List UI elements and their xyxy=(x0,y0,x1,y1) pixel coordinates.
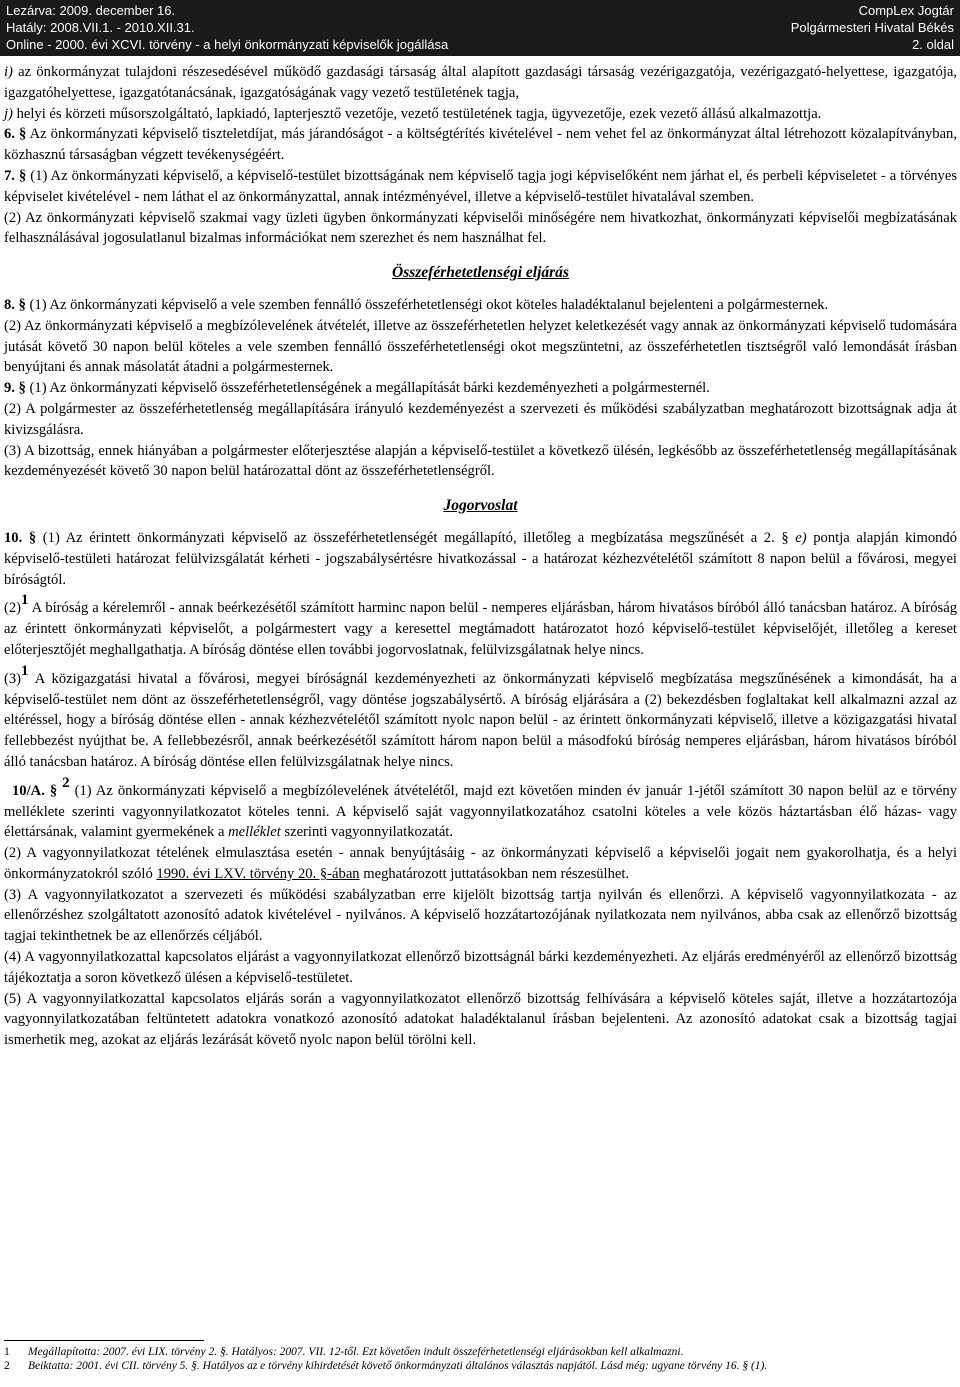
section-8-2: (2) Az önkormányzati képviselő a megbízólevelének átvételét, illetve az összeférhetetlen helyzet keletkezését vagy annak az önkormányzati képviselő tudomására jutását követő 30 napon belül köteles a vele szemben fennálló összeférhetetlenségi okot megszüntetni, az összeférhetetlen tisztségről való lemondását írásban benyújtani és annak másolatát átadni a polgármesternek. xyxy=(4,317,957,376)
item-label: j) xyxy=(4,105,13,122)
office-name: Polgármesteri Hivatal Békés xyxy=(790,20,954,35)
paragraph-text: (1) Az érintett önkormányzati képviselő az összeférhetetlenségét megállapító, illetőleg a megbízatása megszűnését a 2. § xyxy=(36,529,789,546)
item-label: i) xyxy=(4,64,13,80)
validity-period: Hatály: 2008.VII.1. - 2010.XII.31. xyxy=(6,20,195,35)
paragraph-text: az önkormányzat tulajdoni részesedésével működő gazdasági társaság által alapított gazdasági társaság vezérigazgatója, vezérigazgató-helyettese, igazgatója, igazgatóhelyettese, igazgatótanácsának, igazgatóságának vagy vezető testületének tagja, xyxy=(4,64,957,101)
paragraph-text: Az önkormányzati képviselő tiszteletdíjat, más járandóságot - a költségtérítés kivételével - nem vehet fel az önkormányzat által létrehozott közalapítványban, közhasznú társaságban végzett tevékenységéért. xyxy=(4,126,957,164)
footnote-number: 1 xyxy=(4,1346,10,1358)
law-link[interactable]: 1990. évi LXV. törvény 20. xyxy=(156,865,317,882)
footnote-text: Megállapította: 2007. évi LIX. törvény 2. §. Hatályos: 2007. VII. 12-től. Ezt követően indult összeférhetetlenségi eljárásokban kell alkalmazni. xyxy=(28,1346,684,1358)
section-8-1 xyxy=(4,295,957,316)
section-10a-3: (3) A vagyonnyilatkozatot a szervezeti és működési szabályzatban erre kijelölt bizottság tartja nyilván és ellenőrzi. A képviselő vagyonnyilatkozata - az ellenőrzéshez szolgáltatott azonosító adatok kivételével - nyilvános. A képviselő hozzátartozójának nyilatkozata nem nyilvános, abba csak az ellenőrző bizottság tagjai tekinthetnek be az ellenőrzés céljából. xyxy=(4,886,957,945)
paragraph-text: (2) A vagyonnyilatkozat tételének elmulasztása esetén - annak benyújtásáig - az önkormányzati képviselő a képviselői jogait nem gyakorolhatja, és a helyi önkormányzatokról szóló xyxy=(4,845,957,882)
section-number: 8. § xyxy=(4,296,26,313)
paragraph-text: meghatározott juttatásokban nem részesülhet. xyxy=(359,865,630,882)
footnote-ref[interactable]: 2 xyxy=(62,774,70,791)
point-reference: e) xyxy=(788,529,807,546)
paragraph-text: (1) Az önkormányzati képviselő, a képviselő-testület bizottságának nem képviselő tagja jogi képviselőként nem járhat el, és perbeli képviseletet - a törvényes képviselet kivételével - nem láthat el az önkormányzattal, annak intézményével, illetve a képviselő-testület hivatalával szemben. xyxy=(4,167,958,205)
section-10-2 xyxy=(4,592,957,660)
paragraph-j xyxy=(4,104,957,125)
footnote-number: 2 xyxy=(4,1360,10,1372)
footnote xyxy=(4,1345,957,1359)
paragraph-text: (1) Az önkormányzati képviselő a vele szemben fennálló összeférhetetlenségi okot köteles haladéktalanul bejelenteni a polgármesternek. xyxy=(25,296,829,313)
paragraph-text: A bíróság a kérelemről - annak beérkezésétől számított harminc napon belül - nemperes eljárásban, három hivatásos bíróból álló tanácsban határoz. A bíróság az érintett önkormányzati képviselőt, a polgármestert vagy a keresettel megtámadott határozatot hozó képviselő-testület képviselőjét, illetőleg a kereset előterjesztőjét meghallgathatja. A bíróság döntése ellen további jogorvoslatnak, felülvizsgálatnak helye nincs. xyxy=(4,600,957,658)
section-title: Összeférhetetlenségi eljárás xyxy=(392,264,569,282)
section-9-2: (2) A polgármester az összeférhetetlenség megállapítására irányuló kezdeményezést a szervezeti és működési szabályzatban meghatározott bizottságnak adja át kivizsgálásra. xyxy=(4,400,957,438)
paragraph-text: pontja alapján kimondó képviselő-testületi határozat felülvizsgálatát kérheti - jogszabálysértésre hivatkozással - a határozat kézhezvételétől számított 8 napon belül a fővárosi, megyei bíróságtól. xyxy=(4,529,958,588)
publisher-name: CompLex Jogtár xyxy=(858,3,954,18)
footnote-divider xyxy=(4,1340,204,1341)
footnote xyxy=(4,1359,957,1373)
footnote-ref[interactable]: 1 xyxy=(21,592,29,609)
section-number: 10. § xyxy=(4,529,37,546)
header-left xyxy=(6,2,448,53)
section-number: 10/A. § xyxy=(12,782,58,799)
paragraph-text: szerinti vagyonnyilatkozatát. xyxy=(280,824,453,841)
footnote-text: Beiktatta: 2001. évi CII. törvény 5. §. Hatályos az e törvény kihirdetését követő önkormányzati általános választás napjától. Lásd még: ugyane törvény 16. § (1). xyxy=(28,1360,768,1372)
section-link[interactable]: §-ában xyxy=(316,865,360,882)
section-title: Jogorvoslat xyxy=(443,497,518,515)
footnote-ref[interactable]: 1 xyxy=(21,662,29,679)
section-number: 6. § xyxy=(4,126,27,143)
law-title: Online - 2000. évi XCVI. törvény - a helyi önkormányzati képviselők jogállása xyxy=(6,37,449,52)
footnotes xyxy=(4,1340,957,1373)
section-7-1 xyxy=(4,166,957,208)
subsection-number: (3) xyxy=(4,670,22,687)
section-10-3 xyxy=(4,662,957,773)
section-7-2: (2) Az önkormányzati képviselő szakmai vagy üzleti ügyben önkormányzati képviselői minőségére nem hivatkozhat, önkormányzati képviselői megbízatásának felhasználásával jogosulatlanul bizalmas információkat nem szerezhet és nem használhat fel. xyxy=(4,209,957,247)
section-10-1 xyxy=(4,528,957,590)
section-number: 9. § xyxy=(4,380,26,397)
annex-reference: melléklet xyxy=(224,824,281,841)
section-6 xyxy=(4,124,957,166)
header-right xyxy=(791,2,954,53)
section-10a-5: (5) A vagyonnyilatkozattal kapcsolatos eljárás során a vagyonnyilatkozatot ellenőrző bizottság felhívására a képviselő köteles saját, illetve a hozzátartozója vagyonnyilatkozatában feltüntetett adatokra vonatkozó azonosító adatokat haladéktalanul írásban bejelenteni. Az azonosító adatokat csak a bizottság tagjai ismerhetik meg, azokat az eljárás lezárását követő nyolc napon belül törölni kell. xyxy=(4,990,957,1049)
paragraph-text: (1) Az önkormányzati képviselő összeférhetetlenségének a megállapítását bárki kezdeményezheti a polgármesternél. xyxy=(25,380,710,397)
paragraph-text: helyi és körzeti műsorszolgáltató, lapkiadó, lapterjesztő vezetője, vezető testületének tagja, ügyvezetője, ezek vezető állású alkalmazottja. xyxy=(12,105,822,122)
paragraph-text: (1) Az önkormányzati képviselő a megbízólevelének átvételétől, majd ezt követően minden év január 1-jétől számított 30 napon belül az e törvény melléklete szerinti vagyonnyilatkozatot köteles tenni. A képviselő saját vagyonnyilatkozatához csatolni köteles a vele közös háztartásban élő házas- vagy élettársának, valamint gyermekének a xyxy=(4,782,958,841)
paragraph-text: A közigazgatási hivatal a fővárosi, megyei bíróságnál kezdeményezheti az önkormányzati képviselő megbízatása megszűnésének a kimondását, ha a képviselő-testület nem dönt az összeférhetetlenségről, vagy döntése jogszabálysértő. A bíróság eljárására a (2) bekezdésben foglaltakat kell alkalmazni azzal az eltéréssel, hogy a bíróság döntése ellen - annak kézhezvételétől számított nyolc napon belül - az érintett önkormányzati képviselő, illetve a közigazgatási hivatal fellebbezést nyújthat be. A fellebbezésről, annak beérkezésétől számított három napon belül a másodfokú bíróság nemperes eljárásban, három hivatásos bíróból álló tanácsban határoz. A bíróság döntése ellen felülvizsgálatnak helye nincs. xyxy=(4,670,957,770)
page-number: 2. oldal xyxy=(912,37,954,52)
document-body xyxy=(4,62,957,1051)
page-header xyxy=(0,0,960,56)
section-number: 7. § xyxy=(4,167,27,184)
paragraph-i xyxy=(4,62,957,104)
subsection-number: (2) xyxy=(4,600,22,617)
section-10a-2 xyxy=(4,843,957,885)
section-9-1 xyxy=(4,378,957,399)
closing-date: Lezárva: 2009. december 16. xyxy=(6,3,176,18)
section-10a-1 xyxy=(4,774,958,843)
section-10a-4: (4) A vagyonnyilatkozattal kapcsolatos eljárást a vagyonnyilatkozat ellenőrző bizottságnál bárki kezdeményezheti. Az eljárás eredményéről az ellenőrző bizottság tájékoztatja a soron következő ülésen a képviselő-testületet. xyxy=(4,949,957,986)
section-9-3: (3) A bizottság, ennek hiányában a polgármester előterjesztése alapján a képviselő-testület a következő ülésén, legkésőbb az összeférhetetlenség megállapításának kezdeményezését követő 30 napon belül határozattal dönt az összeférhetetlenségről. xyxy=(4,442,957,480)
